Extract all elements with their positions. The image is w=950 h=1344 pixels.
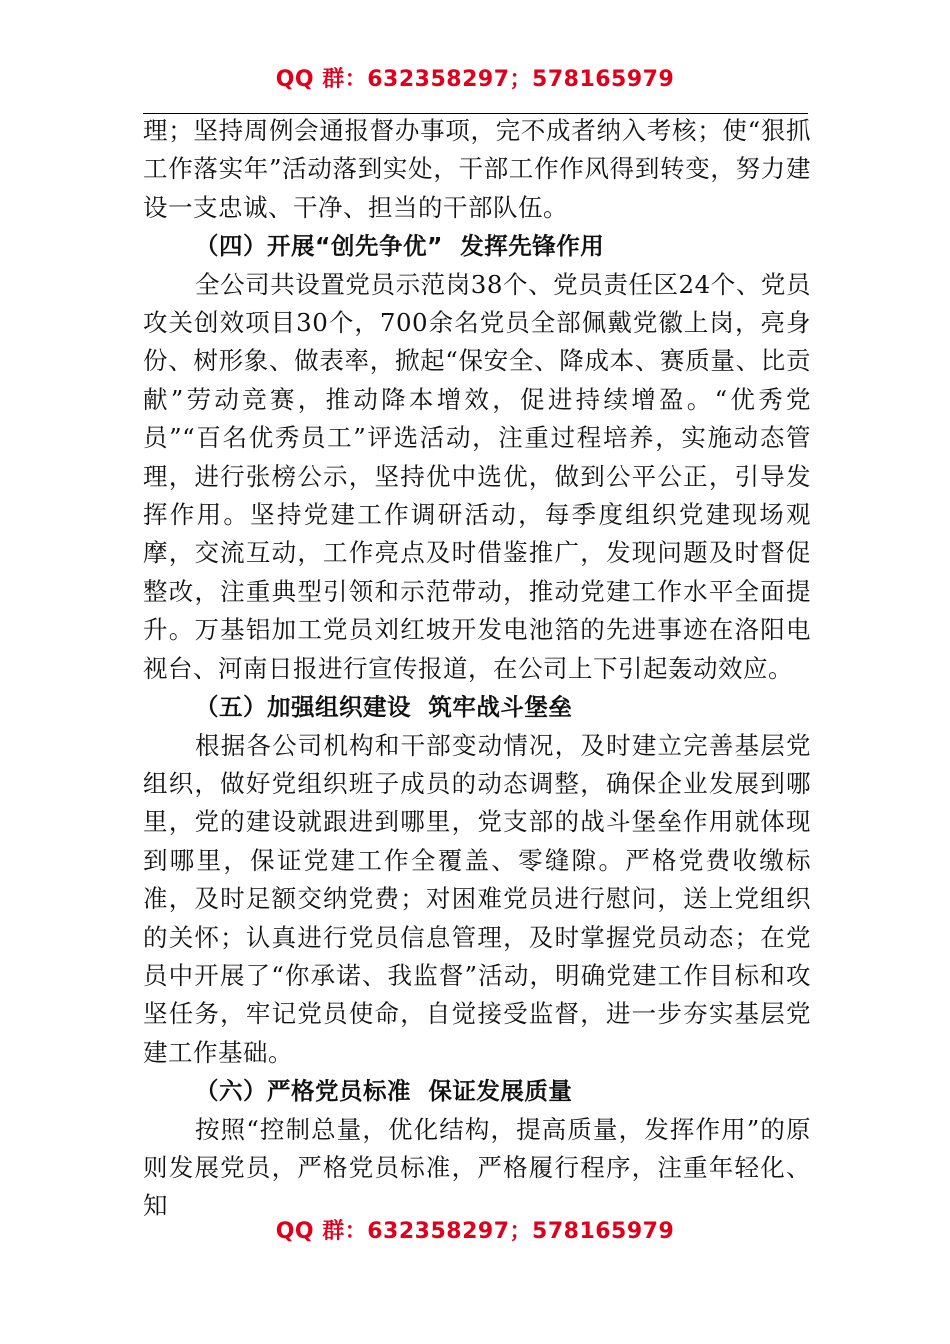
header-watermark: QQ 群：632358297；578165979 xyxy=(275,67,675,92)
section-heading-6: （六）严格党员标准 保证发展质量 xyxy=(195,1077,573,1106)
paragraph-section-4: 全公司共设置党员示范岗38个、党员责任区24个、党员攻关创效项目30个，700余名党员全部佩戴党徽上岗，亮身份、树形象、做表率，掀起“保安全、降成本、赛质量、比贡献”劳动竞赛，推动降本增效，促进持续增盈。“优秀党员”“百名优秀员工”评选活动，注重过程培养，实施动态管理，进行张榜公示，坚持优中选优，做到公平公正，引导发挥作用。坚持党建工作调研活动，每季度组织党建现场观摩，交流互动，工作亮点及时借鉴推广，发现问题及时督促整改，注重典型引领和示范带动，推动党建工作水平全面提升。万基铝加工党员刘红坡开发电池箔的先进事迹在洛阳电视台、河南日报进行宣传报道，在公司上下引起轰动效应。 xyxy=(143,269,811,683)
section-heading-5: （五）加强组织建设 筑牢战斗堡垒 xyxy=(195,693,573,722)
document-body xyxy=(143,112,811,1226)
footer-watermark: QQ 群：632358297；578165979 xyxy=(275,1219,675,1244)
section-heading-4: （四）开展“创先争优” 发挥先锋作用 xyxy=(195,232,605,261)
paragraph-section-5: 根据各公司机构和干部变动情况，及时建立完善基层党组织，做好党组织班子成员的动态调整，确保企业发展到哪里，党的建设就跟进到哪里，党支部的战斗堡垒作用就体现到哪里，保证党建工作全覆盖、零缝隙。严格党费收缴标准，及时足额交纳党费；对困难党员进行慰问，送上党组织的关怀；认真进行党员信息管理，及时掌握党员动态；在党员中开展了“你承诺、我监督”活动，明确党建工作目标和攻坚任务，牢记党员使命，自觉接受监督，进一步夯实基层党建工作基础。 xyxy=(143,730,811,1067)
paragraph-continued: 理；坚持周例会通报督办事项，完不成者纳入考核；使“狠抓工作落实年”活动落到实处，干部工作作风得到转变，努力建设一支忠诚、干净、担当的干部队伍。 xyxy=(143,116,811,222)
paragraph-section-6: 按照“控制总量，优化结构，提高质量，发挥作用”的原则发展党员，严格党员标准，严格履行程序，注重年轻化、知 xyxy=(143,1114,811,1221)
